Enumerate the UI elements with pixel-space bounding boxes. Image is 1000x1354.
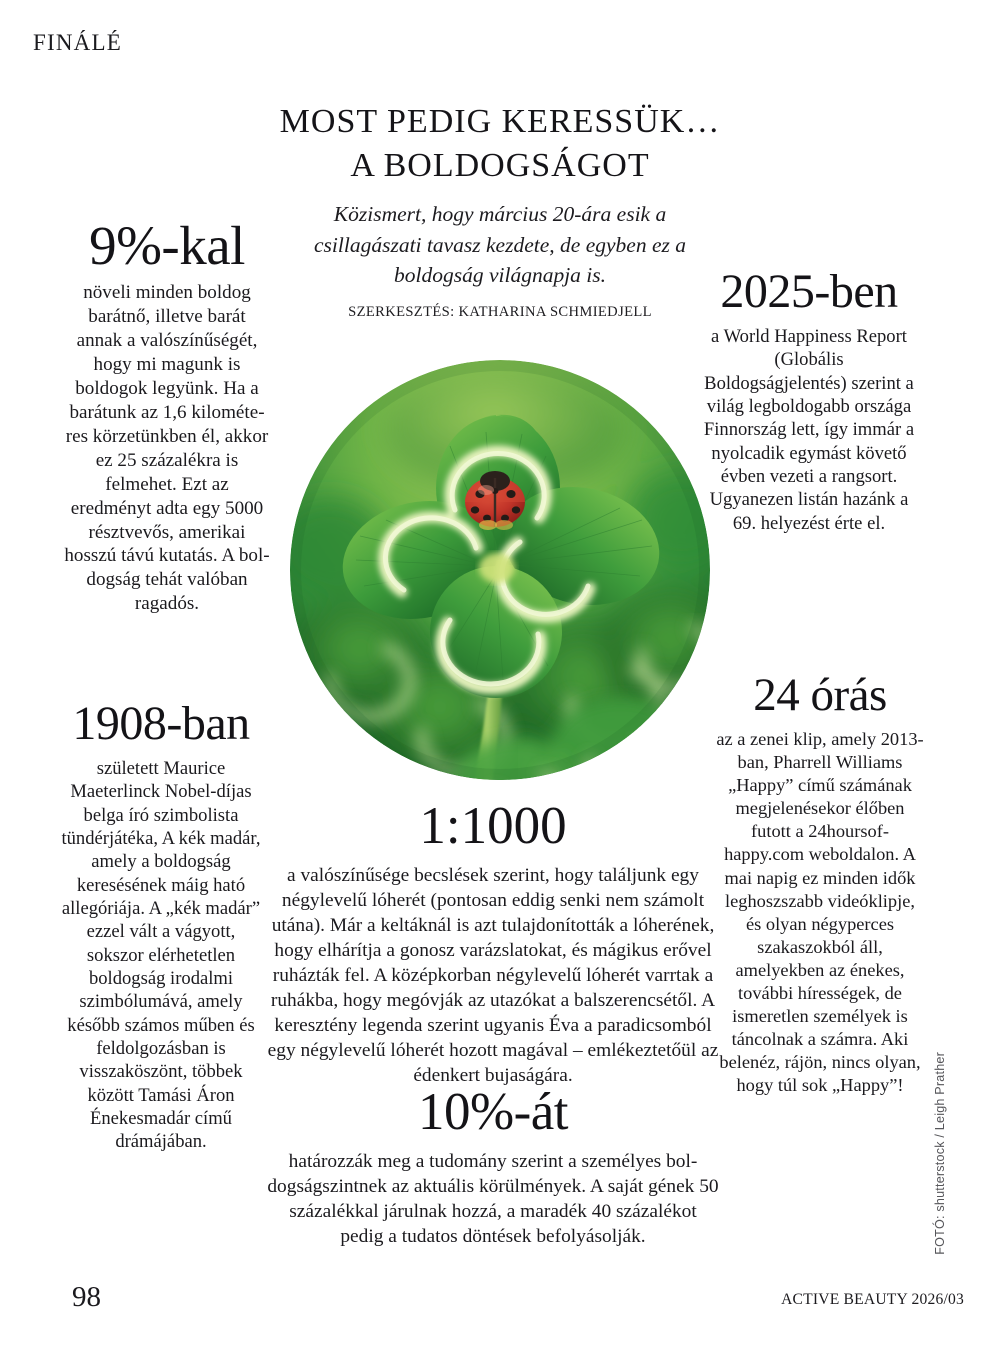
article-subtitle: Közismert, hogy március 20-ára esik a csillagászati tavasz kezdete, de egyben ez a boldogság világnapja is.	[314, 202, 686, 288]
article-byline: SZERKESZTÉS: KATHARINA SCHMIEDJELL	[348, 303, 652, 320]
stat-headline: 9%-kal	[89, 215, 245, 276]
stat-module-10-percent	[262, 1083, 724, 1249]
page-number: 98	[72, 1281, 101, 1313]
clover-photo	[290, 360, 710, 780]
stat-body-text: növeli minden boldog barátnő, illetve barát annak a valószínűségét, hogy mi magunk is boldogok legyünk. Ha a barátunk az 1,6 kilométeres körzetünkben él, akkor ez 25 százalékra is felmehet. Ezt az eredményt adta egy 5000 résztvevős, amerikai hosszú távú kutatás. A boldogság tehát valóban ragadós.	[64, 282, 270, 615]
section-kicker: FINÁLÉ	[33, 30, 122, 55]
clover-illustration	[290, 360, 710, 780]
stat-module-2025	[680, 265, 938, 535]
stat-headline: 24 órás	[753, 669, 887, 721]
photo-credit: FOTÓ: shutterstock / Leigh Prather	[933, 1052, 947, 1255]
stat-body-text: a World Happiness Report (Globális Boldogságjelentés) szerint a világ legboldogabb országa Finnország lett, így immár a nyolcadik egymást követő évben vezeti a rangsort. Ugyanezen listán hazánk a 69. helyezést érte el.	[703, 326, 915, 534]
stat-body-text: az a zenei klip, amely 2013-ban, Pharrell Williams „Happy” című számának megjelenésekor élőben futott a 24hoursofhappy.com weboldalon. A mai napig ez minden idők leghoszszabb videóklipje, és olyan négyperces szakaszokból áll, amelyekben az énekes, további hírességek, de ismeretlen személyek is táncolnak a számra. Aki belenéz, rájön, nincs olyan, hogy túl sok „Happy”!	[716, 729, 924, 1096]
stat-headline: 1908-ban	[72, 697, 250, 750]
stat-module-24-hours	[700, 669, 940, 1098]
stat-body-text: született Maurice Maeterlinck Nobel-díjas belga író szimbolista tündérjátéka, A kék madár, amely a boldogság keresésének máig ható allegóriája. A „kék madár” ezzel vált a vágyott, sokszor elérhetetlen boldogság irodalmi szimbólumává, amely később számos műben és feldolgozásban is visszaköszönt, többek között Tamási Áron Énekesmadár című drámájában.	[61, 758, 261, 1153]
stat-headline: 2025-ben	[720, 265, 898, 318]
stat-module-1-to-1000	[262, 797, 724, 1088]
page-title-line-1: MOST PEDIG KERESSÜK…	[279, 103, 721, 140]
stat-module-1908	[30, 697, 292, 1154]
stat-headline: 1:1000	[419, 797, 567, 855]
issue-label: ACTIVE BEAUTY 2026/03	[781, 1291, 964, 1308]
stat-body-text: határozzák meg a tudomány szerint a személyes boldogságszintnek az aktuális körülmények. A saját gének 50 százalékkal járulnak hozzá, a maradék 40 százalékot pedig a tudatos döntések befolyásolják.	[267, 1151, 719, 1248]
stat-module-9-percent	[58, 215, 276, 616]
stat-body-text: a valószínűsége becslések szerint, hogy találjunk egy négylevelű lóherét (pontosan eddig senki nem számolt utána). Már a keltáknál is azt tulajdonították a lóherének, hogy elhárítja a gonosz varázslatokat, és mágikus erővel ruházták fel. A középkorban négylevelű lóherét varrtak a ruhákba, hogy megóvják az utazókat a balszerencsétől. A keresztény legenda szerint ugyanis Éva a paradicsomból egy négylevelű lóherét hozott magával – emlékeztetőül az édenkert bujaságára.	[267, 865, 719, 1087]
page-title-line-2: A BOLDOGSÁGOT	[350, 146, 650, 184]
stat-headline: 10%-át	[417, 1083, 569, 1141]
